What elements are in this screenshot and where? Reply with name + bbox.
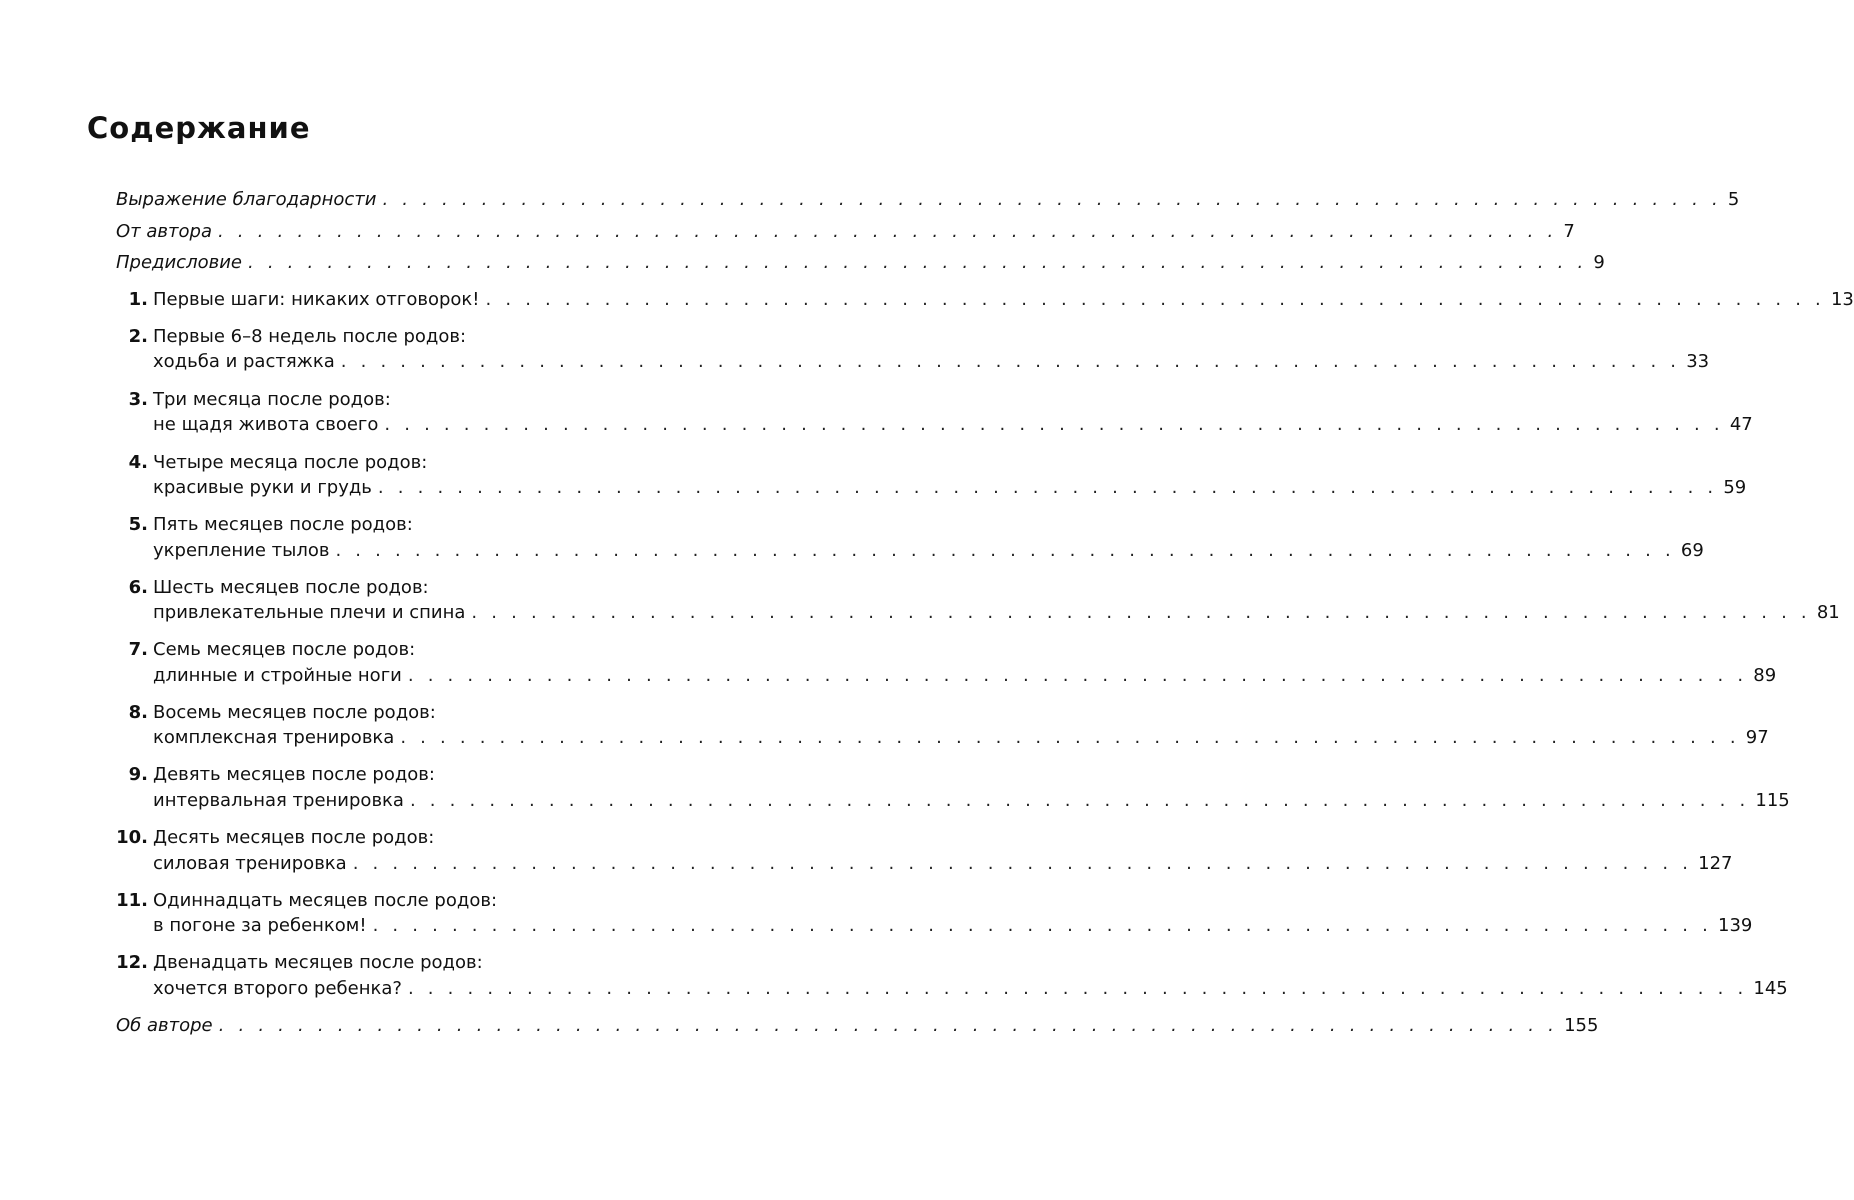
toc-page-number: 89 [1753, 665, 1777, 686]
chapter-title-line2: ходьба и растяжка [153, 351, 335, 372]
chapter-number: 12. [116, 952, 148, 973]
toc-entry-line [153, 412, 1753, 438]
toc-entry-line [153, 475, 1747, 501]
chapter-title-line2: комплексная тренировка [153, 727, 395, 748]
toc-page-number: 97 [1745, 727, 1769, 748]
chapter-title-line2: длинные и стройные ноги [153, 665, 402, 686]
toc-entry-acknowledgements[interactable] [116, 187, 1740, 213]
toc-entry-title: Выражение благодарности [116, 189, 377, 210]
page-title: Содержание [87, 111, 311, 145]
chapter-title-line1: Четыре месяца после родов: [153, 452, 428, 473]
toc-page-number: 9 [1593, 252, 1605, 273]
chapter-number: 2. [128, 326, 148, 347]
chapter-title-line1: Три месяца после родов: [153, 389, 391, 410]
chapter-number: 11. [116, 890, 148, 911]
toc-entry-line [153, 538, 1704, 564]
toc-page-number: 155 [1564, 1015, 1599, 1036]
chapter-title-line2: не щадя живота своего [153, 414, 379, 435]
toc-entry-line [153, 725, 1769, 751]
chapter-title-line1: Первые 6–8 недель после родов: [153, 326, 467, 347]
chapter-title-line1: Пять месяцев после родов: [153, 514, 413, 535]
toc-entry-line [153, 976, 1788, 1002]
chapter-number: 9. [128, 764, 148, 785]
chapter-title-line1: Семь месяцев после родов: [153, 639, 416, 660]
dot-leader: . . . . . . . . . . . . . . . . . . . . . . . . . . . . . . . . . . . . . . . . . . . . . . . . . . . . . . . . . . . . . . . . . . . . [384, 414, 1724, 435]
toc-entry-line [153, 663, 1777, 689]
toc-page-number: 145 [1753, 978, 1788, 999]
toc-page-number: 69 [1680, 540, 1704, 561]
chapter-title-line1: Двенадцать месяцев после родов: [153, 952, 483, 973]
toc-entry-title: Предисловие [116, 252, 242, 273]
toc-page-number: 5 [1727, 189, 1740, 210]
dot-leader: . . . . . . . . . . . . . . . . . . . . . . . . . . . . . . . . . . . . . . . . . . . . . . . . . . . . . . . . . . . . . . . . . . . . [335, 540, 1675, 561]
dot-leader: . . . . . . . . . . . . . . . . . . . . . . . . . . . . . . . . . . . . . . . . . . . . . . . . . . . . . . . . . . . . . . . . . . . . [247, 252, 1588, 273]
chapter-title-line2: укрепление тылов [153, 540, 330, 561]
toc-entry-line [153, 851, 1733, 877]
dot-leader: . . . . . . . . . . . . . . . . . . . . . . . . . . . . . . . . . . . . . . . . . . . . . . . . . . . . . . . . . . . . . . . . . . . . [400, 727, 1740, 748]
toc-page-number: 47 [1729, 414, 1753, 435]
dot-leader: . . . . . . . . . . . . . . . . . . . . . . . . . . . . . . . . . . . . . . . . . . . . . . . . . . . . . . . . . . . . . . . . . . . . [471, 602, 1811, 623]
dot-leader: . . . . . . . . . . . . . . . . . . . . . . . . . . . . . . . . . . . . . . . . . . . . . . . . . . . . . . . . . . . . . . . . . . . . [407, 665, 1748, 686]
chapter-number: 5. [128, 514, 148, 535]
chapter-number: 4. [128, 452, 148, 473]
dot-leader: . . . . . . . . . . . . . . . . . . . . . . . . . . . . . . . . . . . . . . . . . . . . . . . . . . . . . . . . . . . . . . . . . . . . [407, 978, 1748, 999]
dot-leader: . . . . . . . . . . . . . . . . . . . . . . . . . . . . . . . . . . . . . . . . . . . . . . . . . . . . . . . . . . . . . . . . . . . . [217, 221, 1558, 242]
chapter-number: 8. [128, 702, 148, 723]
chapter-title-line1: Шесть месяцев после родов: [153, 577, 429, 598]
chapter-title-line1: Одиннадцать месяцев после родов: [153, 890, 498, 911]
chapter-title-line2: силовая тренировка [153, 853, 347, 874]
toc-entry-line [153, 788, 1790, 814]
chapter-number: 10. [116, 827, 148, 848]
toc-entry-line [153, 913, 1753, 939]
toc-page-number: 139 [1718, 915, 1753, 936]
toc-entry-title: Об авторе [116, 1015, 213, 1036]
dot-leader: . . . . . . . . . . . . . . . . . . . . . . . . . . . . . . . . . . . . . . . . . . . . . . . . . . . . . . . . . . . . . . . . . . . . [485, 289, 1825, 310]
dot-leader: . . . . . . . . . . . . . . . . . . . . . . . . . . . . . . . . . . . . . . . . . . . . . . . . . . . . . . . . . . . . . . . . . . . . [218, 1015, 1559, 1036]
chapter-title-line1: Десять месяцев после родов: [153, 827, 435, 848]
chapter-title-line2: в погоне за ребенком! [153, 915, 367, 936]
toc-entry-about-author[interactable] [116, 1013, 1599, 1039]
chapter-number: 1. [128, 289, 148, 310]
chapter-number: 7. [128, 639, 148, 660]
chapter-title-line1: Восемь месяцев после родов: [153, 702, 436, 723]
toc-entry-line [153, 600, 1840, 626]
toc-entry-title: Первые шаги: никаких отговорок! [153, 289, 480, 310]
toc-entry-title: От автора [116, 221, 212, 242]
toc-page-number: 13 [1830, 289, 1854, 310]
dot-leader: . . . . . . . . . . . . . . . . . . . . . . . . . . . . . . . . . . . . . . . . . . . . . . . . . . . . . . . . . . . . . . . . . . . . [372, 915, 1713, 936]
chapter-title-line1: Девять месяцев после родов: [153, 764, 435, 785]
chapter-number: 3. [128, 389, 148, 410]
toc-page-number: 7 [1563, 221, 1575, 242]
dot-leader: . . . . . . . . . . . . . . . . . . . . . . . . . . . . . . . . . . . . . . . . . . . . . . . . . . . . . . . . . . . . . . . . . . . . [409, 790, 1750, 811]
chapter-title-line2: хочется второго ребенка? [153, 978, 402, 999]
toc-page-number: 59 [1723, 477, 1747, 498]
chapter-number: 6. [128, 577, 148, 598]
toc-page-number: 127 [1698, 853, 1733, 874]
toc-entry-line [153, 287, 1854, 313]
toc-entry-line [153, 349, 1710, 375]
chapter-title-line2: красивые руки и грудь [153, 477, 372, 498]
toc-page-number: 33 [1686, 351, 1710, 372]
toc-entry-preface[interactable] [116, 250, 1605, 276]
dot-leader: . . . . . . . . . . . . . . . . . . . . . . . . . . . . . . . . . . . . . . . . . . . . . . . . . . . . . . . . . . . . . . . . . . . . [352, 853, 1693, 874]
toc-entry-from-author[interactable] [116, 219, 1575, 245]
toc-page-number: 115 [1755, 790, 1790, 811]
chapter-title-line2: интервальная тренировка [153, 790, 404, 811]
dot-leader: . . . . . . . . . . . . . . . . . . . . . . . . . . . . . . . . . . . . . . . . . . . . . . . . . . . . . . . . . . . . . . . . . . . . [340, 351, 1681, 372]
toc-page-number: 81 [1816, 602, 1840, 623]
dot-leader: . . . . . . . . . . . . . . . . . . . . . . . . . . . . . . . . . . . . . . . . . . . . . . . . . . . . . . . . . . . . . . . . . . . . [382, 189, 1722, 210]
dot-leader: . . . . . . . . . . . . . . . . . . . . . . . . . . . . . . . . . . . . . . . . . . . . . . . . . . . . . . . . . . . . . . . . . . . . [377, 477, 1718, 498]
chapter-title-line2: привлекательные плечи и спина [153, 602, 466, 623]
